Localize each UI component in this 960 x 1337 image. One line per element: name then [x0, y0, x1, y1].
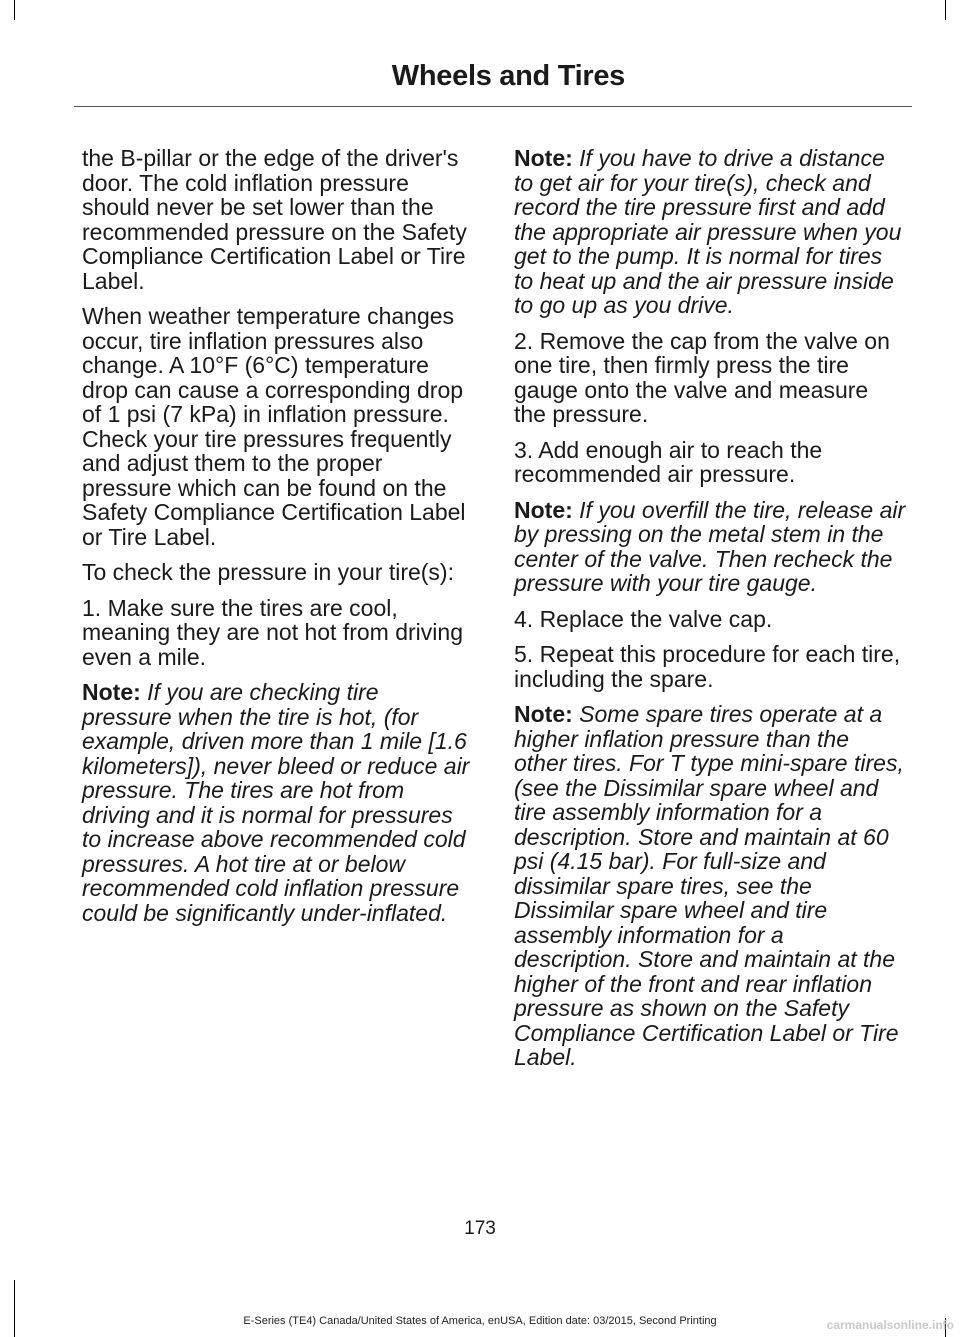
watermark: carmanualsonline.info: [826, 1318, 954, 1332]
step-1: 1. Make sure the tires are cool, meaning they are not hot from driving even a mile.: [82, 594, 463, 670]
note-label: Note:: [514, 145, 573, 171]
note-text: If you have to drive a distance to get air for your tire(s), check and record the tire pressure first and add the appropriate air pressure when you get to the pump. It is normal for tires to heat up and the air pressure inside to go up as you drive.: [514, 145, 902, 318]
page-number: 173: [464, 1218, 496, 1239]
page-title: Wheels and Tires: [391, 60, 625, 92]
note: [514, 702, 906, 1070]
step-3: 3. Add enough air to reach the recommended air pressure.: [514, 436, 823, 487]
crop-mark-top-right: [945, 0, 946, 20]
left-column: [82, 146, 474, 936]
footer-edition: E-Series (TE4) Canada/United States of America, enUSA, Edition date: 03/2015, Second Printing: [243, 1315, 717, 1327]
paragraph: To check the pressure in your tire(s):: [82, 559, 454, 585]
crop-mark-bottom-left: [14, 1280, 15, 1337]
step-5: 5. Repeat this procedure for each tire, including the spare.: [514, 641, 901, 692]
paragraph: When weather temperature changes occur, tire inflation pressures also change. A 10°F (6°C) temperature drop can cause a corresponding drop of 1 psi (7 kPa) in inflation pressure. Check your tire pressures frequently and adjust them to the proper pressure which can be found on the Safety Compliance Certification Label or Tire Label.: [82, 303, 466, 550]
note-text: If you are checking tire pressure when the tire is hot, (for example, driven more than 1 mile [1.6 kilometers]), never bleed or reduce air pressure. The tires are hot from driving and it is normal for pressures to increase above recommended cold pressures. A hot tire at or below recommended cold inflation pressure could be significantly under-inflated.: [82, 679, 470, 926]
step-2: 2. Remove the cap from the valve on one tire, then firmly press the tire gauge onto the valve and measure the pressure.: [514, 327, 890, 427]
note: [82, 680, 474, 925]
note: [514, 146, 906, 318]
note-text: Some spare tires operate at a higher inflation pressure than the other tires. For T type mini-spare tires, (see the Dissimilar spare wheel and tire assembly information for a description. Store and maintain at 60 psi (4.15 bar). For full-size and dissimilar spare tires, see the Dissimilar spare wheel and tire assembly information for a description. Store and maintain at the higher of the front and rear inflation pressure as shown on the Safety Compliance Certification Label or Tire Label.: [514, 701, 904, 1070]
note-label: Note:: [514, 701, 573, 727]
note-label: Note:: [514, 496, 573, 523]
note-label: Note:: [82, 679, 141, 705]
note-text: If you overfill the tire, release air by pressing on the metal stem in the center of the valve. Then recheck the pressure with your tire gauge.: [514, 496, 906, 596]
note: [514, 498, 906, 596]
right-column: [514, 146, 906, 1081]
step-4: 4. Replace the valve cap.: [514, 605, 773, 632]
header-divider: [74, 106, 912, 107]
crop-mark-top-left: [14, 0, 15, 20]
paragraph: the B-pillar or the edge of the driver's door. The cold inflation pressure should never be set lower than the recommended pressure on the Safety Compliance Certification Label or Tire Label.: [82, 145, 467, 294]
